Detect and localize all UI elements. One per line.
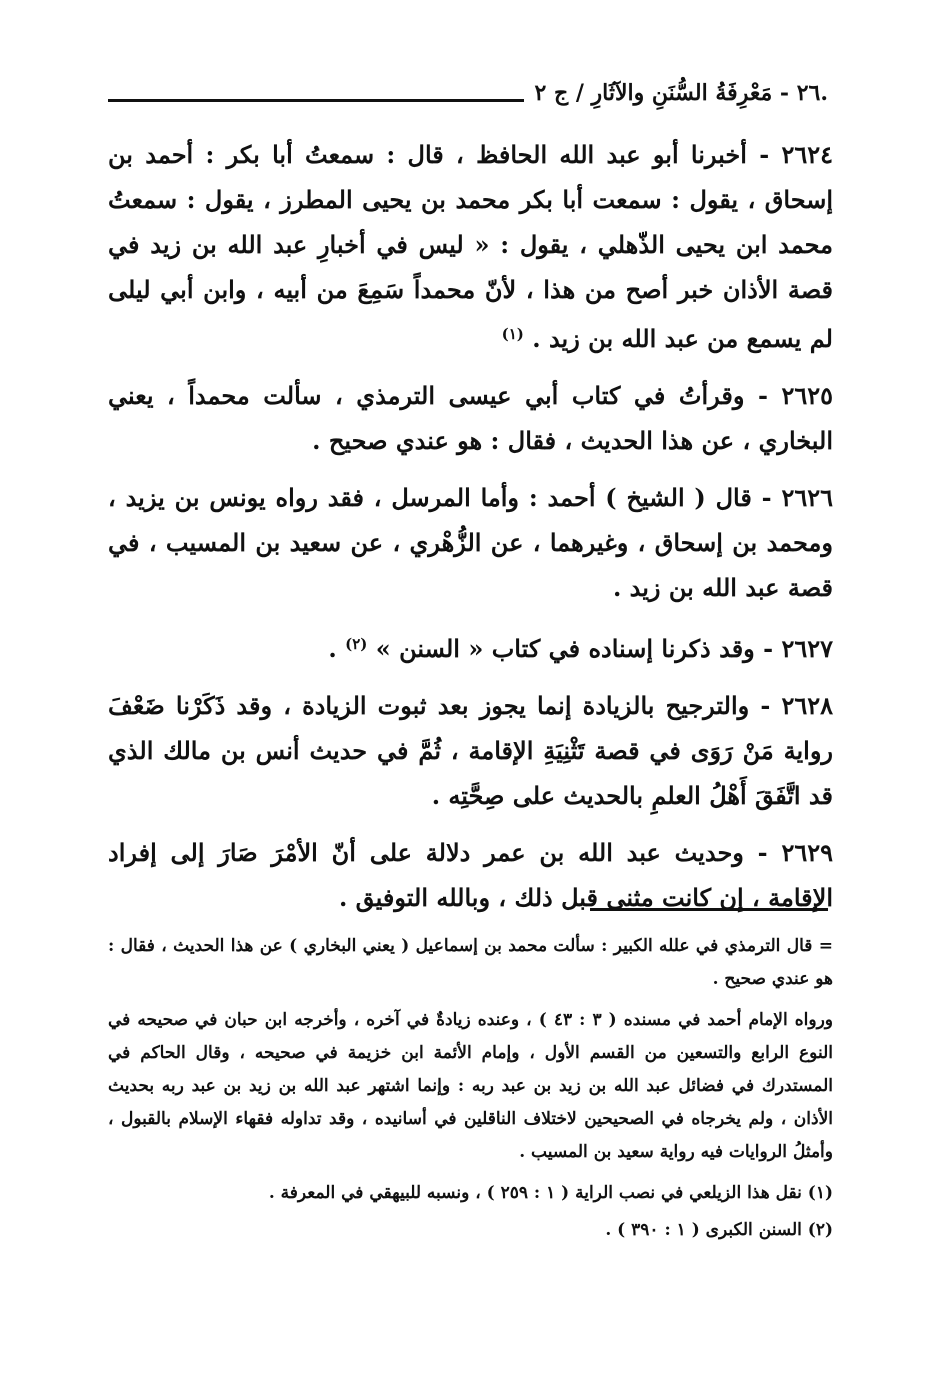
- hadith-2624-text: ٢٦٢٤ - أخبرنا أبو عبد الله الحافظ ، قال : سمعتُ أبا بكر : أحمد بن إسحاق ، يقول : سمعت أبا بكر محمد بن يحيى المطرز ، يقول : سمعتُ محمد ابن يحيى الذّهلي ، يقول : « ليس في أخبارِ عبد الله بن زيد في قصة الأذان خبر أصح من هذا ، لأنّ محمداً سَمِعَ من أبيه ، وابن أبي ليلى لم يسمع من عبد الله بن زيد .: [108, 140, 834, 353]
- hadith-2625-text: ٢٦٢٥ - وقرأتُ في كتاب أبي عيسى الترمذي ، سألت محمداً ، يعني البخاري ، عن هذا الحديث ، فقال : هو عندي صحيح .: [108, 381, 833, 455]
- running-title: .٢٦ - مَعْرِفَةُ السُّنَنِ والآثَارِ / ج ٢: [534, 80, 828, 106]
- footnote-mark-2: (٢): [345, 635, 368, 653]
- hadith-2626: [108, 475, 833, 610]
- footnote-separator: [590, 908, 828, 911]
- hadith-2629: [108, 830, 833, 920]
- hadith-2626-text: ٢٦٢٦ - قال ( الشيخ ) أحمد : وأما المرسل ، فقد رواه يونس بن يزيد ، ومحمد بن إسحاق ، وغيرهما ، عن الزُّهْري ، عن سعيد بن المسيب ، في قصة عبد الله بن زيد .: [108, 483, 833, 602]
- hadith-2624: [108, 132, 833, 361]
- hadith-2627-tail: .: [328, 634, 337, 663]
- footnote-continuation: = قال الترمذي في علله الكبير : سألت محمد بن إسماعيل ( يعني البخاري ) عن هذا الحديث ، فقال : هو عندي صحيح .: [108, 936, 833, 989]
- footnotes: [108, 930, 833, 1251]
- header-rule: [108, 99, 524, 102]
- main-text: [108, 132, 833, 924]
- hadith-2629-text: ٢٦٢٩ - وحديث عبد الله بن عمر دلالة على أنّ الأمْرَ صَارَ إلى إفراد الإقامة ، إن كانت مثنى قبل ذلك ، وبالله التوفيق .: [108, 838, 833, 912]
- hadith-2625: [108, 373, 833, 463]
- footnote-continuation-2: ورواه الإمام أحمد في مسنده ( ٣ : ٤٣ ) ، وعنده زيادةٌ في آخره ، وأخرجه ابن حبان في صحيحه في النوع الرابع والتسعين من القسم الأول ، وإمام الأئمة ابن خزيمة في صحيحه ، وقال الحاكم في المستدرك في فضائل عبد الله بن زيد بن عبد ربه : وإنما اشتهر عبد الله بن زيد بن عبد ربه بحديث الأذان ، ولم يخرجاه في الصحيحين لاختلاف الناقلين في أسانيده ، وقد تداوله فقهاء الإسلام بالقبول ، وأمثلُ الروايات فيه رواية سعيد بن المسيب .: [108, 1010, 833, 1162]
- hadith-2628-text: ٢٦٢٨ - والترجيح بالزيادة إنما يجوز بعد ثبوت الزيادة ، وقد ذَكَرْنا ضَعْفَ رواية مَنْ رَوَى في قصة تَثْنِيَةِ الإقامة ، ثُمَّ في حديث أنس بن مالك الذي قد اتَّفَقَ أَهْلُ العلمِ بالحديث على صِحَّتِه .: [108, 691, 833, 810]
- hadith-2627: [108, 622, 833, 671]
- page-header: [108, 74, 828, 108]
- hadith-2627-text: ٢٦٢٧ - وقد ذكرنا إسناده في كتاب « السنن »: [375, 634, 833, 663]
- footnote-2: (٢) السنن الكبرى ( ١ : ٣٩٠ ) .: [605, 1220, 833, 1240]
- hadith-2628: [108, 683, 833, 818]
- footnote-1: (١) نقل هذا الزيلعي في نصب الراية ( ١ : ٢٥٩ ) ، ونسبه للبيهقي في المعرفة .: [268, 1183, 833, 1203]
- footnote-mark-1: (١): [501, 325, 524, 343]
